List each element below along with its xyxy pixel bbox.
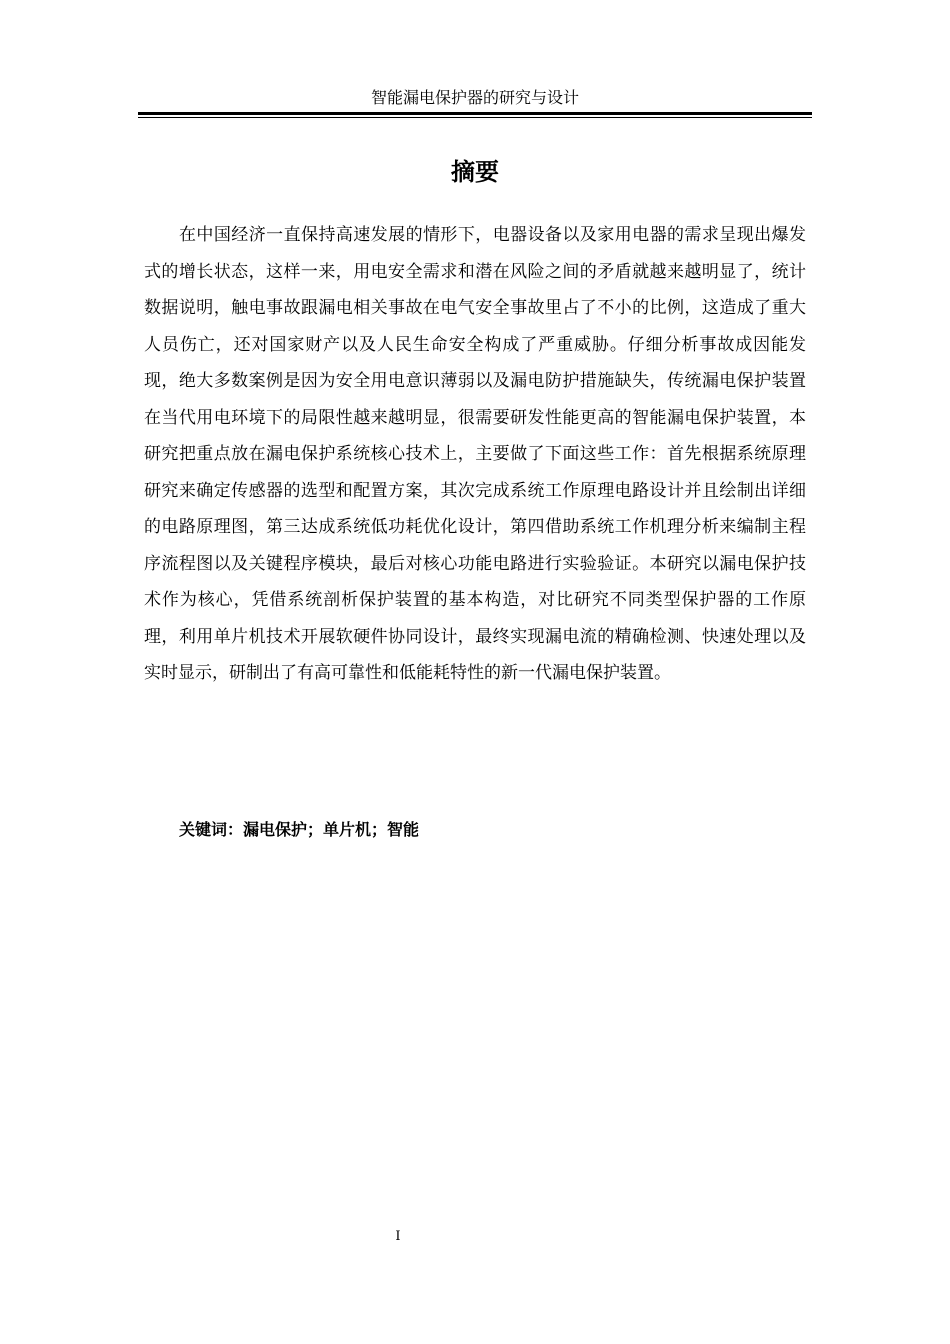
header-rule-thick [138,112,812,115]
abstract-body: 在中国经济一直保持高速发展的情形下，电器设备以及家用电器的需求呈现出爆发式的增长状态，这样一来，用电安全需求和潜在风险之间的矛盾就越来越明显了，统计数据说明，触电事故跟漏电相关事故在电气安全事故里占了不小的比例，这造成了重大人员伤亡，还对国家财产以及人民生命安全构成了严重威胁。仔细分析事故成因能发现，绝大多数案例是因为安全用电意识薄弱以及漏电防护措施缺失，传统漏电保护装置在当代用电环境下的局限性越来越明显，很需要研发性能更高的智能漏电保护装置，本研究把重点放在漏电保护系统核心技术上，主要做了下面这些工作：首先根据系统原理研究来确定传感器的选型和配置方案，其次完成系统工作原理电路设计并且绘制出详细的电路原理图，第三达成系统低功耗优化设计，第四借助系统工作机理分析来编制主程序流程图以及关键程序模块，最后对核心功能电路进行实验验证。本研究以漏电保护技术作为核心，凭借系统剖析保护装置的基本构造，对比研究不同类型保护器的工作原理，利用单片机技术开展软硬件协同设计，最终实现漏电流的精确检测、快速处理以及实时显示，研制出了有高可靠性和低能耗特性的新一代漏电保护装置。 [144,225,806,683]
abstract-title: 摘要 [451,158,499,186]
keywords-line: 关键词：漏电保护；单片机；智能 [179,820,420,839]
running-header: 智能漏电保护器的研究与设计 [370,88,579,107]
page-number: I [395,1229,401,1244]
header-rule-thin [138,117,812,118]
